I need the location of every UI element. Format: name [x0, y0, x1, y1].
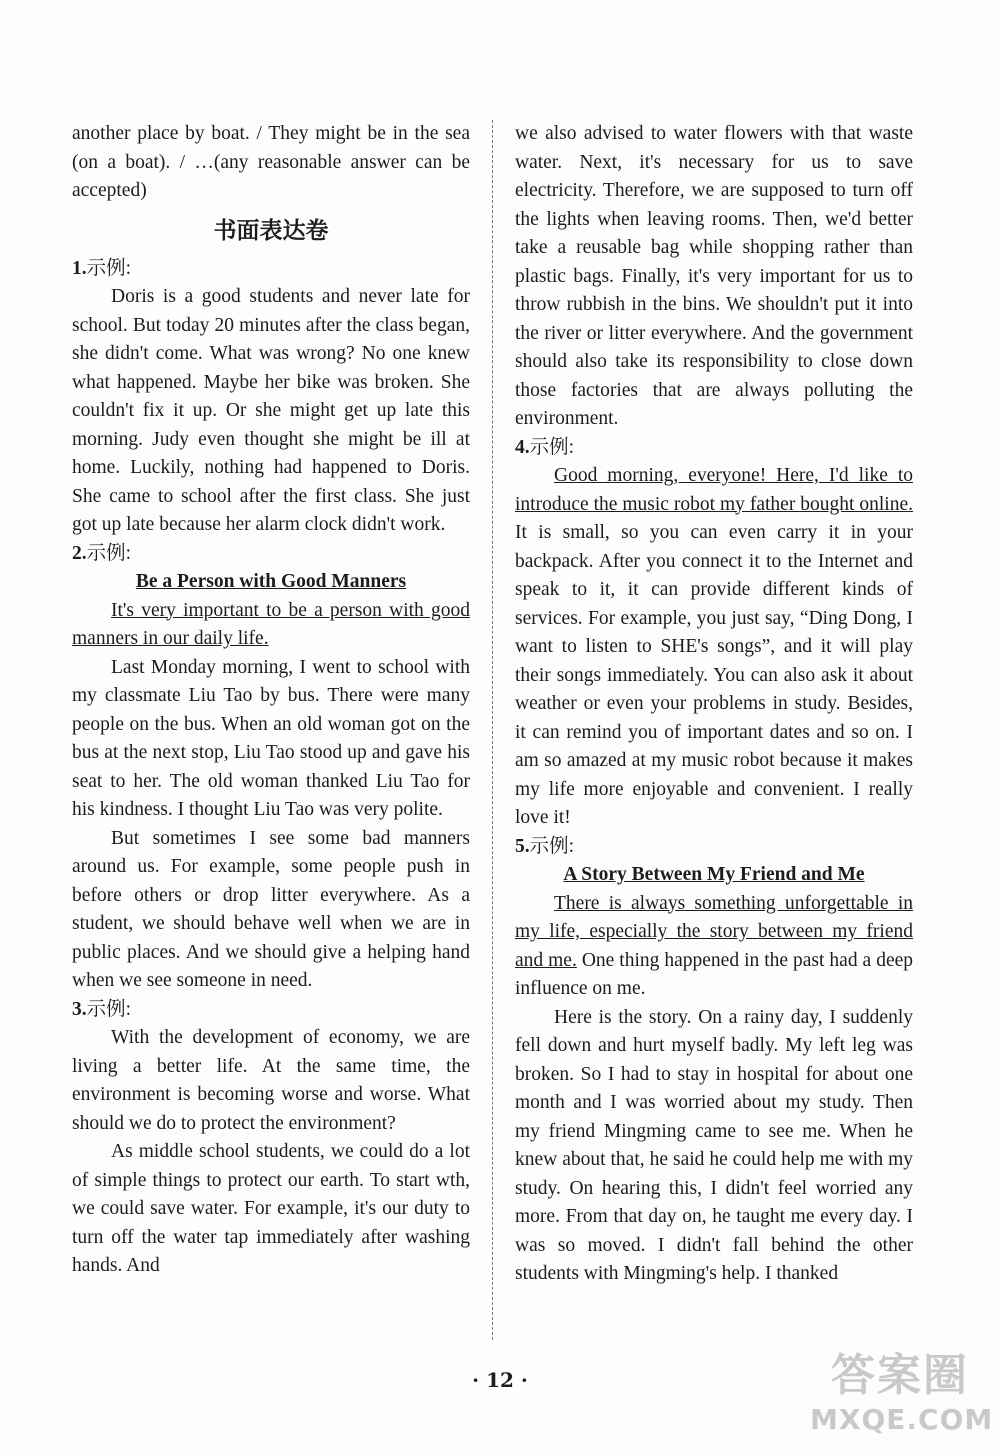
question-2-paragraph-2: Last Monday morning, I went to school with my classmate Liu Tao by bus. There were many people on the bus. When an old woman got on the bus at the next stop, Liu Tao stood up and gave his seat to her. The old woman thanked Liu Tao for his kindness. I thought Liu Tao was very polite.: [72, 656, 470, 820]
question-4-answer: Good morning, everyone! Here, I'd like to introduce the music robot my father bought online. It is small, so you can even carry it in your backpack. After you connect it to the Internet and speak to it, it can provide different kinds of services. For example, you just say, “Ding Dong, I want to listen to SHE's songs”, and it will play their songs immediately. You can also ask it about weather or even your problems in study. Besides, it can remind you of important dates and so on. I am so amazed at my music robot because it makes my life more enjoyable and convenient. I really love it!: [515, 465, 913, 828]
question-5-opening: There is always something unforgettable in my life, especially the story between my friend and me. One thing happened in the past had a deep influence on me.: [515, 892, 913, 999]
column-divider: [492, 120, 493, 1340]
question-2-title: Be a Person with Good Manners: [135, 571, 407, 592]
question-5-title: A Story Between My Friend and Me: [563, 864, 865, 885]
question-3-label: 3.示例:: [72, 998, 132, 1020]
left-column: [72, 120, 470, 1281]
question-5-label: 5.示例:: [515, 835, 575, 857]
question-3-paragraph-1: With the development of economy, we are living a better life. At the same time, the environment is becoming worse and worse. What should we do to protect the environment?: [72, 1027, 470, 1134]
question-1-label: 1.示例:: [72, 257, 132, 279]
question-3-paragraph-2: As middle school students, we could do a lot of simple things to protect our earth. To start wth, we could save water. For example, it's our duty to turn off the water tap immediately after washing hands. And: [72, 1141, 470, 1276]
question-5-paragraph-2: Here is the story. On a rainy day, I suddenly fell down and hurt myself badly. My left leg was broken. So I had to stay in hospital for about one month and I was worried about my study. Then my friend Mingming came to see me. When he knew about that, he said he could help me with my study. On hearing this, I didn't feel worried any more. From that day on, he taught me every day. I was so moved. I didn't fall behind the other students with Mingming's help. I thanked: [515, 1006, 913, 1284]
question-1-answer: Doris is a good students and never late for school. But today 20 minutes after the class began, she didn't come. What was wrong? No one knew what happened. Maybe her bike was broken. She couldn't fix it up. Or she might get up late this morning. Judy even thought she might be ill at home. Luckily, nothing had happened to Doris. She came to school after the first class. She just got up late because her alarm clock didn't work.: [72, 286, 470, 535]
right-column: [515, 120, 913, 1289]
question-4-label: 4.示例:: [515, 436, 575, 458]
question-3-continuation: we also advised to water flowers with that waste water. Next, it's necessary for us to save electricity. Therefore, we are supposed to turn off the lights when leaving rooms. Then, we'd better take a reusable bag while shopping rather than plastic bags. Finally, it's very important for us to throw rubbish in the bins. We shouldn't put it into the river or litter everywhere. And the government should also take its responsibility to close down those factories that are always polluting the environment.: [515, 123, 913, 429]
watermark-logo: 答案圈 MXQE.COM: [810, 1350, 994, 1436]
question-2-paragraph-3: But sometimes I see some bad manners around us. For example, some people push in before others or drop litter everywhere. As a student, we should behave well when we are in public places. And we should give a helping hand when we see someone in need.: [72, 827, 470, 991]
page-number: · 12 ·: [472, 1368, 528, 1392]
section-heading: 书面表达卷: [213, 216, 329, 244]
previous-answer-continuation: another place by boat. / They might be in the sea (on a boat). / …(any reasonable answer can be accepted): [72, 123, 470, 201]
question-2-opening: It's very important to be a person with good manners in our daily life.: [72, 599, 470, 649]
question-2-label: 2.示例:: [72, 542, 132, 564]
